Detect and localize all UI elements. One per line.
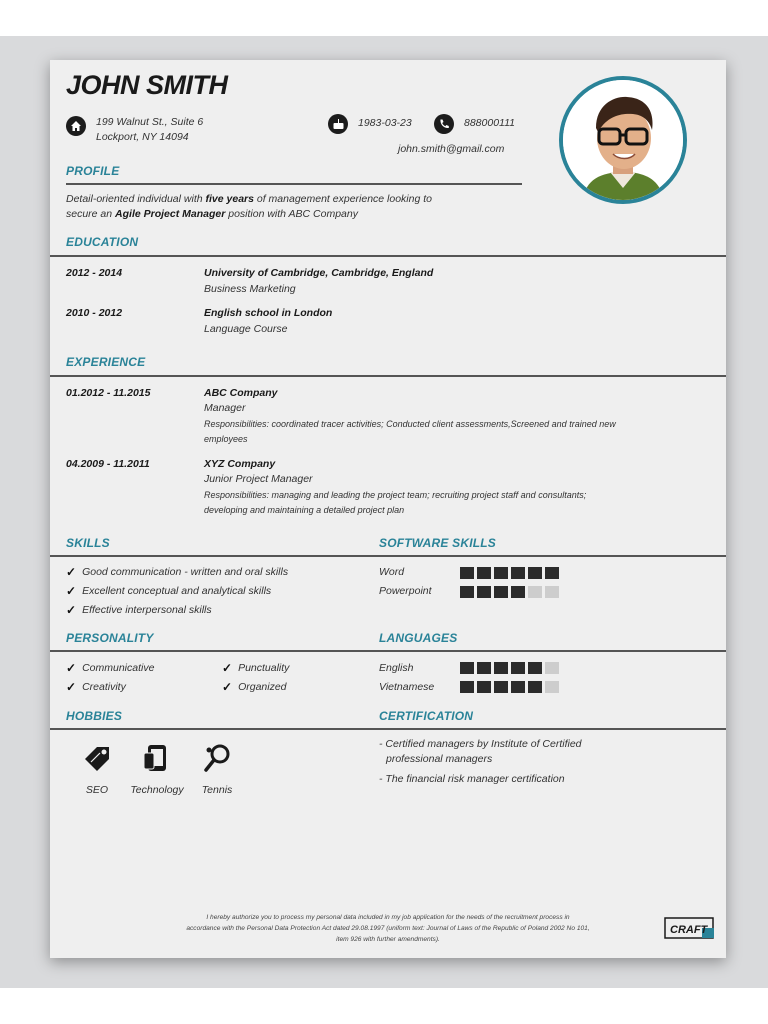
level-square-filled	[494, 681, 508, 693]
level-square-filled	[477, 567, 491, 579]
languages-title: LANGUAGES	[379, 631, 458, 645]
skill-item: ✓ Excellent conceptual and analytical skills	[66, 584, 272, 598]
profile-title: PROFILE	[66, 164, 120, 178]
hobby-label: Tennis	[201, 784, 233, 796]
experience-title: EXPERIENCE	[66, 355, 146, 369]
experience-resp-2b: developing and maintaining a detailed project plan	[204, 505, 405, 515]
address-line-2: Lockport, NY 14094	[96, 131, 189, 143]
level-square-empty	[545, 586, 559, 598]
education-divider	[50, 255, 726, 257]
tag-icon	[81, 743, 113, 773]
hobby-technology	[127, 743, 187, 796]
level-square-filled	[545, 567, 559, 579]
level-square-filled	[511, 662, 525, 674]
hobby-label: SEO	[85, 784, 109, 796]
level-square-filled	[460, 586, 474, 598]
experience-resp-1b: employees	[204, 434, 248, 444]
language-level-1	[460, 662, 559, 674]
profile-divider	[66, 183, 522, 185]
education-field-2: Language Course	[204, 323, 288, 335]
level-square-filled	[511, 681, 525, 693]
level-square-empty	[545, 662, 559, 674]
check-icon: ✓	[66, 584, 77, 598]
check-icon: ✓	[222, 661, 233, 675]
personality-title: PERSONALITY	[66, 631, 154, 645]
brand-logo	[664, 916, 716, 940]
profile-line-2: secure an Agile Project Manager position with ABC Company	[66, 208, 358, 220]
profile-photo	[559, 76, 687, 204]
cake-icon	[328, 114, 348, 134]
hobbies-divider	[50, 728, 726, 730]
personality-item: ✓ Communicative	[66, 661, 155, 675]
address-line-1: 199 Walnut St., Suite 6	[96, 116, 204, 128]
certification-item-1b: professional managers	[386, 753, 493, 765]
tennis-racket-icon	[201, 743, 233, 773]
hobby-label: Technology	[130, 784, 184, 796]
personality-divider	[50, 650, 726, 652]
skill-item: ✓ Effective interpersonal skills	[66, 603, 212, 617]
software-level-1	[460, 567, 559, 579]
certification-item-2: - The financial risk manager certification	[379, 773, 565, 785]
level-square-filled	[477, 586, 491, 598]
experience-company-1: ABC Company	[204, 387, 278, 399]
education-field-1: Business Marketing	[204, 283, 296, 295]
home-icon	[66, 116, 86, 136]
experience-role-2: Junior Project Manager	[204, 473, 313, 485]
skill-item: ✓ Good communication - written and oral skills	[66, 565, 289, 579]
consent-clause: I hereby authorize you to process my personal data included in my job application for the needs of the recruitment process in accordance with the Personal Data Protection Act dated 29.08.1997 (uniform text: Journal of Laws of the Republic of Poland 2002 No 101, item 926 with further amendments).	[186, 914, 590, 943]
experience-dates-2: 04.2009 - 11.2011	[66, 458, 150, 470]
hobbies-title: HOBBIES	[66, 709, 123, 723]
check-icon: ✓	[66, 661, 77, 675]
level-square-filled	[477, 662, 491, 674]
experience-divider	[50, 375, 726, 377]
certification-item-1a: - Certified managers by Institute of Certified	[379, 738, 582, 750]
language-name-2: Vietnamese	[379, 681, 435, 693]
language-level-2	[460, 681, 559, 693]
experience-role-1: Manager	[204, 402, 246, 414]
personality-item: ✓ Punctuality	[222, 661, 290, 675]
skills-divider	[50, 555, 726, 557]
check-icon: ✓	[66, 680, 77, 694]
personality-item: ✓ Organized	[222, 680, 287, 694]
experience-resp-1a: Responsibilities: coordinated tracer activities; Conducted client assessments,Screened and trained new	[204, 419, 616, 429]
candidate-name: JOHN SMITH	[66, 70, 228, 100]
level-square-filled	[460, 662, 474, 674]
level-square-filled	[494, 567, 508, 579]
resume-page	[50, 60, 726, 958]
check-icon: ✓	[222, 680, 233, 694]
level-square-filled	[460, 681, 474, 693]
experience-dates-1: 01.2012 - 11.2015	[66, 387, 151, 399]
level-square-filled	[511, 586, 525, 598]
phone-number: 888000111	[464, 117, 515, 129]
software-name-1: Word	[379, 566, 405, 578]
level-square-empty	[545, 681, 559, 693]
hobby-seo	[67, 743, 127, 796]
level-square-filled	[494, 586, 508, 598]
phone-icon	[434, 114, 454, 134]
level-square-filled	[477, 681, 491, 693]
check-icon: ✓	[66, 565, 77, 579]
personality-item: ✓ Creativity	[66, 680, 126, 694]
certification-title: CERTIFICATION	[379, 709, 474, 723]
education-dates-2: 2010 - 2012	[66, 307, 123, 319]
experience-company-2: XYZ Company	[204, 458, 276, 470]
education-school-1: University of Cambridge, Cambridge, England	[204, 267, 434, 279]
skills-title: SKILLS	[66, 536, 110, 550]
profile-line-1: Detail-oriented individual with five years of management experience looking to	[66, 193, 432, 205]
svg-text:CRAFT: CRAFT	[670, 924, 708, 936]
email[interactable]: john.smith@gmail.com	[398, 143, 505, 155]
hobby-tennis	[187, 743, 247, 796]
software-name-2: Powerpoint	[379, 585, 432, 597]
birthdate: 1983-03-23	[358, 117, 412, 129]
language-name-1: English	[379, 662, 414, 674]
level-square-filled	[494, 662, 508, 674]
devices-icon	[141, 743, 173, 773]
experience-resp-2a: Responsibilities: managing and leading the project team; recruiting project staff and consultants;	[204, 490, 587, 500]
education-dates-1: 2012 - 2014	[66, 267, 123, 279]
education-school-2: English school in London	[204, 307, 333, 319]
level-square-filled	[460, 567, 474, 579]
software-skills-title: SOFTWARE SKILLS	[379, 536, 496, 550]
level-square-empty	[528, 586, 542, 598]
level-square-filled	[528, 567, 542, 579]
level-square-filled	[528, 681, 542, 693]
software-level-2	[460, 586, 559, 598]
level-square-filled	[511, 567, 525, 579]
check-icon: ✓	[66, 603, 77, 617]
education-title: EDUCATION	[66, 235, 139, 249]
level-square-filled	[528, 662, 542, 674]
